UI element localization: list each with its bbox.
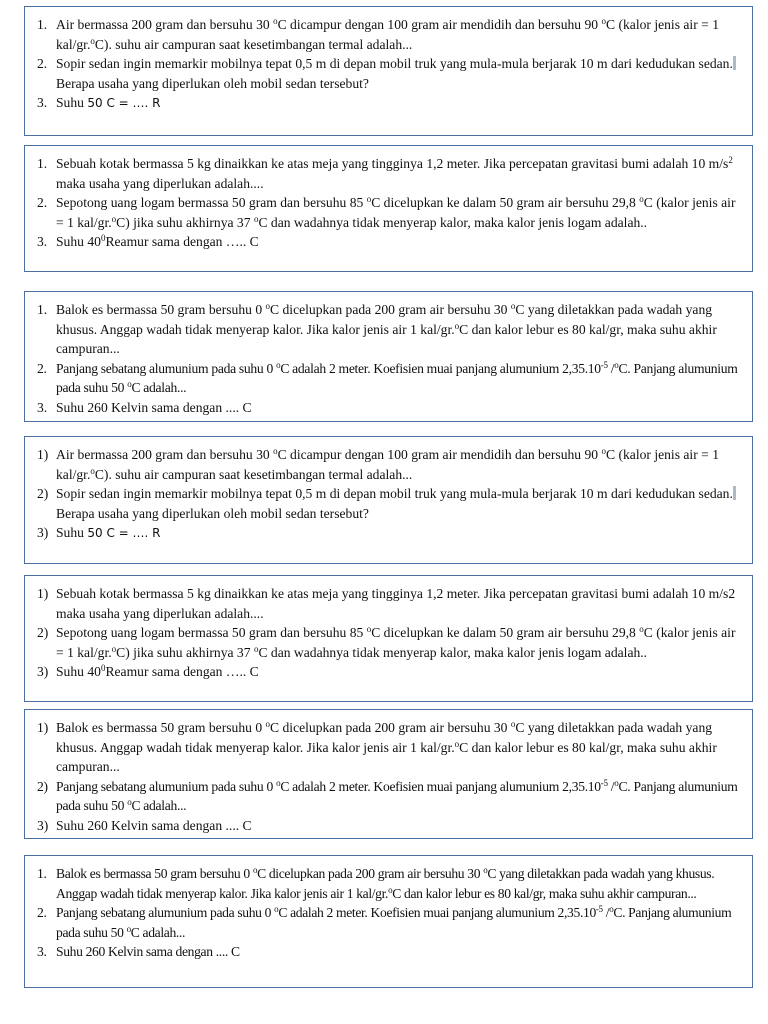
question-box-4: [24, 436, 753, 564]
question-item: 1) Balok es bermassa 50 gram bersuhu 0 $^o$C dicelupkan pada 200 gram air bersuhu 30 $^o$C yang diletakkan pada wadah yang khusus. Anggap wadah tidak menyerap kalor. Jika kalor jenis air 1 kal/gr.$^o$C dan kalor lebur es 80 kal/gr, maka suhu akhir campuran...: [37, 719, 717, 775]
item-number: 1.: [37, 156, 48, 171]
question-item: 1. Air bermassa 200 gram dan bersuhu 30 $^o$C dicampur dengan 100 gram air mendidih dan bersuhu 90 $^o$C (kalor jenis air = 1 kal/gr.$^o$C). suhu air campuran saat kesetimbangan termal adalah...: [37, 16, 719, 52]
item-number: 3): [37, 664, 49, 680]
question-item: 3. Suhu 260 Kelvin sama dengan .... C: [37, 398, 742, 418]
question-item: 2. Panjang sebatang alumunium pada suhu 0 $^o$C adalah 2 meter. Koefisien muai panjang alumunium $2,35.10^{-5}$ /$^o$C. Panjang alumunium pada suhu 50 $^o$C adalah...: [37, 904, 732, 940]
question-item: 3. Suhu 50 C = …. R: [37, 93, 742, 114]
item-number: 2.: [37, 195, 48, 211]
question-box-1: [24, 6, 753, 136]
question-item: 1. Balok es bermassa 50 gram bersuhu 0 $^o$C dicelupkan pada 200 gram air bersuhu 30 $^o$C yang diletakkan pada wadah yang khusus. Anggap wadah tidak menyerap kalor. Jika kalor jenis air 1 kal/gr.$^o$C dan kalor lebur es 80 kal/gr, maka suhu akhir campuran...: [37, 865, 715, 901]
question-item: 1. Balok es bermassa 50 gram bersuhu 0 $^o$C dicelupkan pada 200 gram air bersuhu 30 $^o$C yang diletakkan pada wadah yang khusus. Anggap wadah tidak menyerap kalor. Jika kalor jenis air 1 kal/gr.$^o$C dan kalor lebur es 80 kal/gr, maka suhu akhir campuran...: [37, 301, 717, 357]
question-item: 1) Sebuah kotak bermassa 5 kg dinaikkan ke atas meja yang tingginya 1,2 meter. Jika percepatan gravitasi bumi adalah 10 m/s2 maka usaha yang diperlukan adalah....: [37, 586, 736, 621]
item-number: 2): [37, 625, 49, 641]
question-item: 3) Suhu 260 Kelvin sama dengan .... C: [37, 816, 742, 836]
question-box-5: [24, 575, 753, 702]
question-item: 3. Suhu $40^0Reamur$ sama dengan ….. C: [37, 232, 742, 252]
item-number: 2.: [37, 360, 47, 376]
item-number: 1): [37, 447, 49, 462]
question-item: 1. Sebuah kotak bermassa 5 kg dinaikkan ke atas meja yang tingginya 1,2 meter. Jika percepatan gravitasi bumi adalah 10 $m/s^2$ maka usaha yang diperlukan adalah....: [37, 155, 733, 191]
question-item: 1) Air bermassa 200 gram dan bersuhu 30 $^o$C dicampur dengan 100 gram air mendidih dan bersuhu 90 $^o$C (kalor jenis air = 1 kal/gr.$^o$C). suhu air campuran saat kesetimbangan termal adalah...: [37, 446, 719, 482]
item-number: 2.: [37, 56, 48, 72]
item-number: 1): [37, 586, 49, 601]
question-box-3: [24, 291, 753, 422]
item-number: 3.: [37, 944, 47, 960]
question-item: 3) Suhu 50 C = …. R: [37, 523, 742, 544]
item-number: 1.: [37, 866, 47, 881]
item-number: 3.: [37, 234, 48, 250]
question-item: 2. Sopir sedan ingin memarkir mobilnya tepat 0,5 m di depan mobil truk yang mula-mula berjarak 10 m dari kedudukan sedan.Berapa usaha yang diperlukan oleh mobil sedan tersebut?: [37, 54, 742, 93]
question-box-6: [24, 709, 753, 839]
item-number: 1.: [37, 302, 48, 317]
question-item: 2. Sepotong uang logam bermassa 50 gram dan bersuhu 85 $^o$C dicelupkan ke dalam 50 gram air bersuhu 29,8 $^o$C (kalor jenis air = 1 kal/gr.$^o$C) jika suhu akhirnya 37 $^o$C dan wadahnya tidak menyerap kalor, maka kalor jenis logam adalah..: [37, 194, 736, 230]
question-item: 2) Panjang sebatang alumunium pada suhu 0 $^o$C adalah 2 meter. Koefisien muai panjang alumunium $2,35.10^{-5}$ /$^o$C. Panjang alumunium pada suhu 50 $^o$C adalah...: [37, 777, 738, 814]
text-cursor: [733, 56, 736, 70]
item-number: 2): [37, 778, 48, 794]
item-number: 3.: [37, 399, 48, 415]
question-box-2: [24, 145, 753, 272]
question-item: 2) Sopir sedan ingin memarkir mobilnya tepat 0,5 m di depan mobil truk yang mula-mula berjarak 10 m dari kedudukan sedan.Berapa usaha yang diperlukan oleh mobil sedan tersebut?: [37, 484, 742, 523]
item-number: 3): [37, 817, 49, 833]
item-number: 2.: [37, 905, 47, 921]
item-number: 1): [37, 720, 49, 735]
question-item: 3. Suhu 260 Kelvin sama dengan .... C: [37, 942, 742, 962]
question-item: 2) Sepotong uang logam bermassa 50 gram dan bersuhu 85 $^o$C dicelupkan ke dalam 50 gram air bersuhu 29,8 $^o$C (kalor jenis air = 1 kal/gr.$^o$C) jika suhu akhirnya 37 $^o$C dan wadahnya tidak menyerap kalor, maka kalor jenis logam adalah..: [37, 624, 736, 660]
question-item: 3) Suhu $40^0Reamur$ sama dengan ….. C: [37, 662, 742, 682]
question-item: 2. Panjang sebatang alumunium pada suhu 0 $^o$C adalah 2 meter. Koefisien muai panjang alumunium $2,35.10^{-5}$ /$^o$C. Panjang alumunium pada suhu 50 $^o$C adalah...: [37, 359, 738, 396]
question-box-7: [24, 855, 753, 988]
item-number: 3): [37, 525, 49, 541]
item-number: 2): [37, 486, 49, 502]
text-cursor: [733, 486, 736, 500]
item-number: 3.: [37, 95, 48, 111]
item-number: 1.: [37, 17, 48, 32]
